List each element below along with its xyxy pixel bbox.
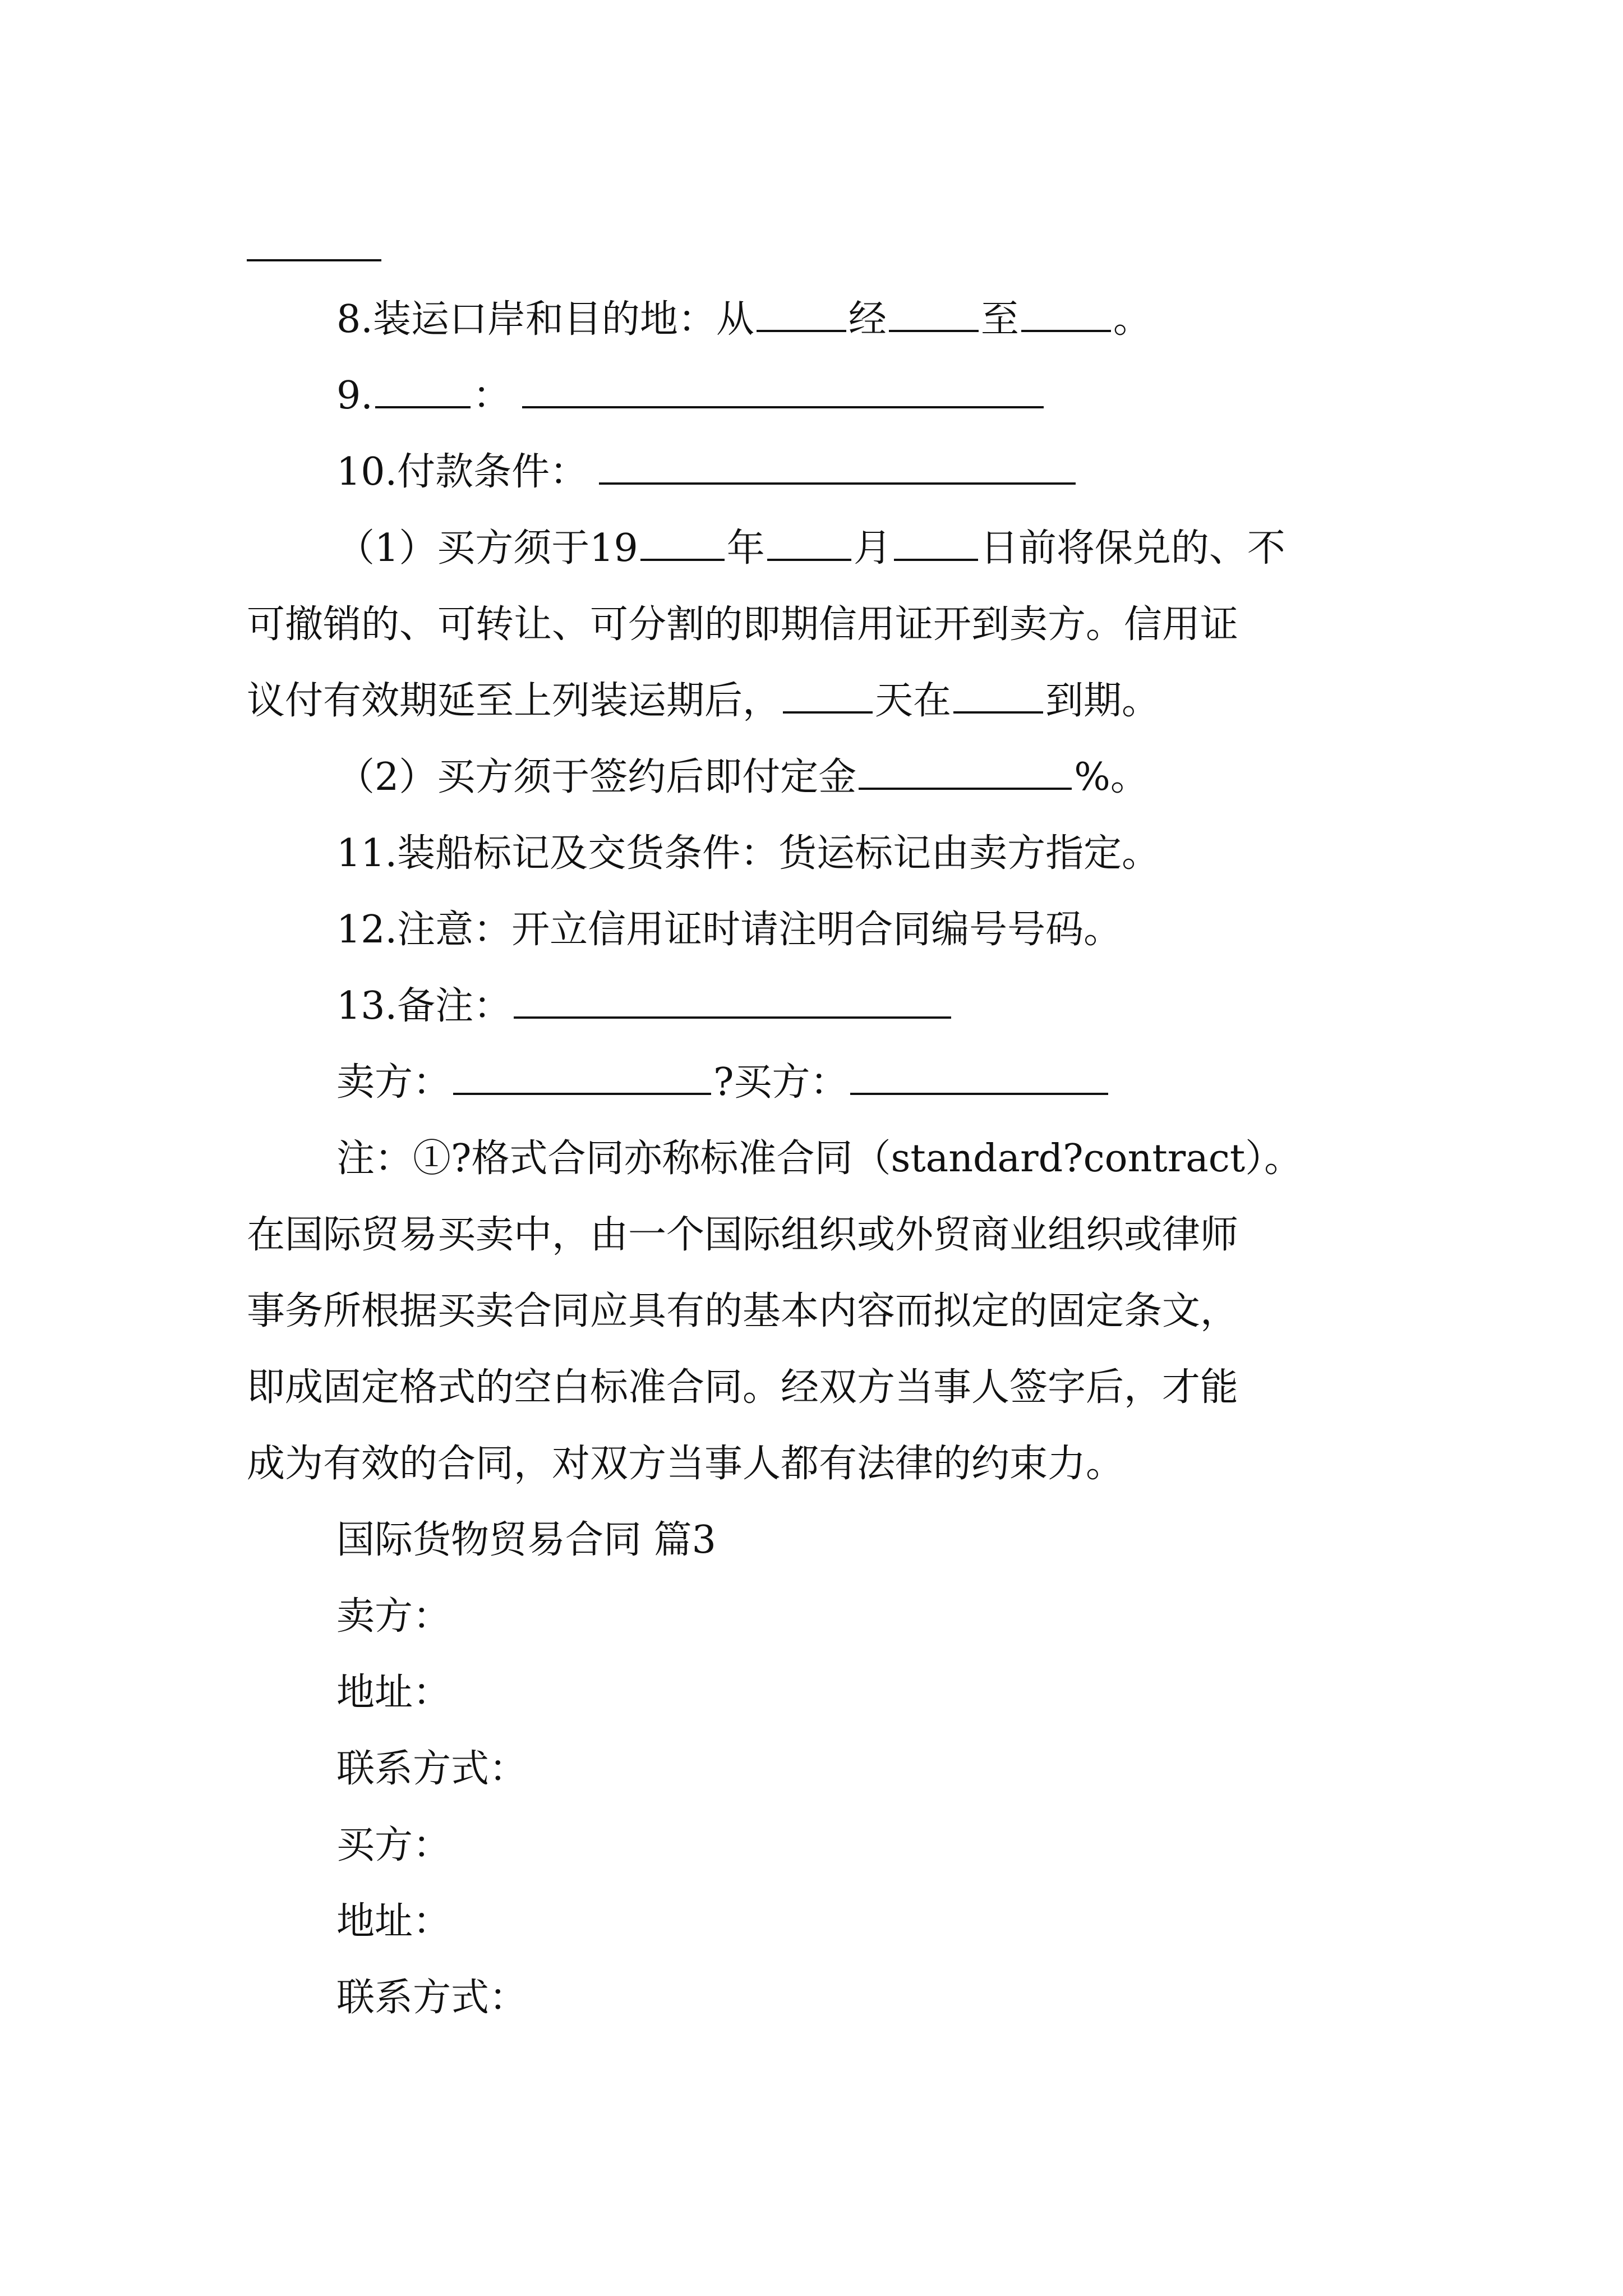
section-3-buyer-address: 地址： <box>336 1899 451 1944</box>
clause-8-label: 8.装运口岸和目的地：从 <box>336 297 754 342</box>
note-line-3: 事务所根据买卖合同应具有的基本内容而拟定的固定条文， <box>247 1289 1239 1333</box>
lc-year-blank[interactable] <box>640 521 725 561</box>
clause-10-1-month: 月 <box>853 526 892 570</box>
clause-10-1-expire: 到期。 <box>1045 679 1160 723</box>
origin-port-blank[interactable] <box>757 292 846 332</box>
clause-9-number: 9. <box>336 374 373 418</box>
clause-10-1-line-1 <box>336 521 1481 577</box>
clause-9-content-blank[interactable] <box>522 368 1044 408</box>
clause-10-1-line-3 <box>247 673 1391 729</box>
lc-month-blank[interactable] <box>767 521 851 561</box>
clause-13-label: 13.备注： <box>336 984 512 1028</box>
remarks-blank[interactable] <box>514 978 951 1019</box>
top-blank-line <box>247 259 381 261</box>
section-3-seller: 卖方： <box>336 1594 451 1639</box>
clause-10-2-text: （2）买方须于签约后即付定金 <box>336 755 857 799</box>
lc-day-blank[interactable] <box>894 521 978 561</box>
deposit-percent-blank[interactable] <box>859 749 1072 790</box>
destination-port-blank[interactable] <box>1021 292 1111 332</box>
clause-9-colon: ： <box>472 374 511 418</box>
payment-terms-blank[interactable] <box>599 444 1076 485</box>
clause-10-1-year: 年 <box>726 526 765 570</box>
clause-12: 12.注意：开立信用证时请注明合同编号号码。 <box>336 908 1122 952</box>
section-3-seller-address: 地址： <box>336 1671 451 1715</box>
buyer-signature-blank[interactable] <box>850 1055 1108 1095</box>
seller-signature-label: 卖方： <box>336 1060 451 1105</box>
clause-10-label: 10.付款条件： <box>336 450 588 494</box>
clause-8-via: 经 <box>848 297 887 342</box>
clause-11: 11.装船标记及交货条件：货运标记由卖方指定。 <box>336 831 1160 876</box>
clause-9 <box>336 368 1481 424</box>
seller-signature-blank[interactable] <box>453 1055 711 1095</box>
section-3-buyer-contact: 联系方式： <box>336 1976 528 2020</box>
section-3-buyer: 买方： <box>336 1823 451 1867</box>
clause-13 <box>336 978 1481 1034</box>
clause-10-2-percent: %。 <box>1074 755 1149 799</box>
section-3-title: 国际货物贸易合同 篇3 <box>336 1518 716 1562</box>
signature-line <box>336 1055 1481 1111</box>
note-line-1: 注：①?格式合同亦称标准合同（standard?contract）。 <box>336 1137 1303 1181</box>
clause-9-title-blank[interactable] <box>375 368 471 408</box>
lc-days-blank[interactable] <box>783 673 873 714</box>
lc-expiry-place-blank[interactable] <box>953 673 1043 714</box>
clause-10 <box>336 444 1481 500</box>
clause-10-1-line3-a: 议付有效期延至上列装运期后， <box>247 679 781 723</box>
clause-10-2 <box>336 749 1481 806</box>
buyer-signature-label: ?买方： <box>713 1060 849 1105</box>
clause-10-1-day-at: 天在 <box>875 679 952 723</box>
note-line-2: 在国际贸易买卖中，由一个国际组织或外贸商业组织或律师 <box>247 1213 1239 1257</box>
section-3-seller-contact: 联系方式： <box>336 1747 528 1791</box>
note-line-4: 即成固定格式的空白标准合同。经双方当事人签字后，才能 <box>247 1365 1239 1410</box>
clause-8-to: 至 <box>980 297 1019 342</box>
clause-10-1-line-2: 可撤销的、可转让、可分割的即期信用证开到卖方。信用证 <box>247 602 1239 647</box>
clause-8-end: 。 <box>1113 297 1151 342</box>
clause-10-1-text-b: 日前将保兑的、不 <box>980 526 1285 570</box>
transit-port-blank[interactable] <box>889 292 979 332</box>
clause-8 <box>336 292 1481 348</box>
note-line-5: 成为有效的合同，对双方当事人都有法律的约束力。 <box>247 1442 1124 1486</box>
clause-10-1-text-a: （1）买方须于19 <box>336 526 638 570</box>
